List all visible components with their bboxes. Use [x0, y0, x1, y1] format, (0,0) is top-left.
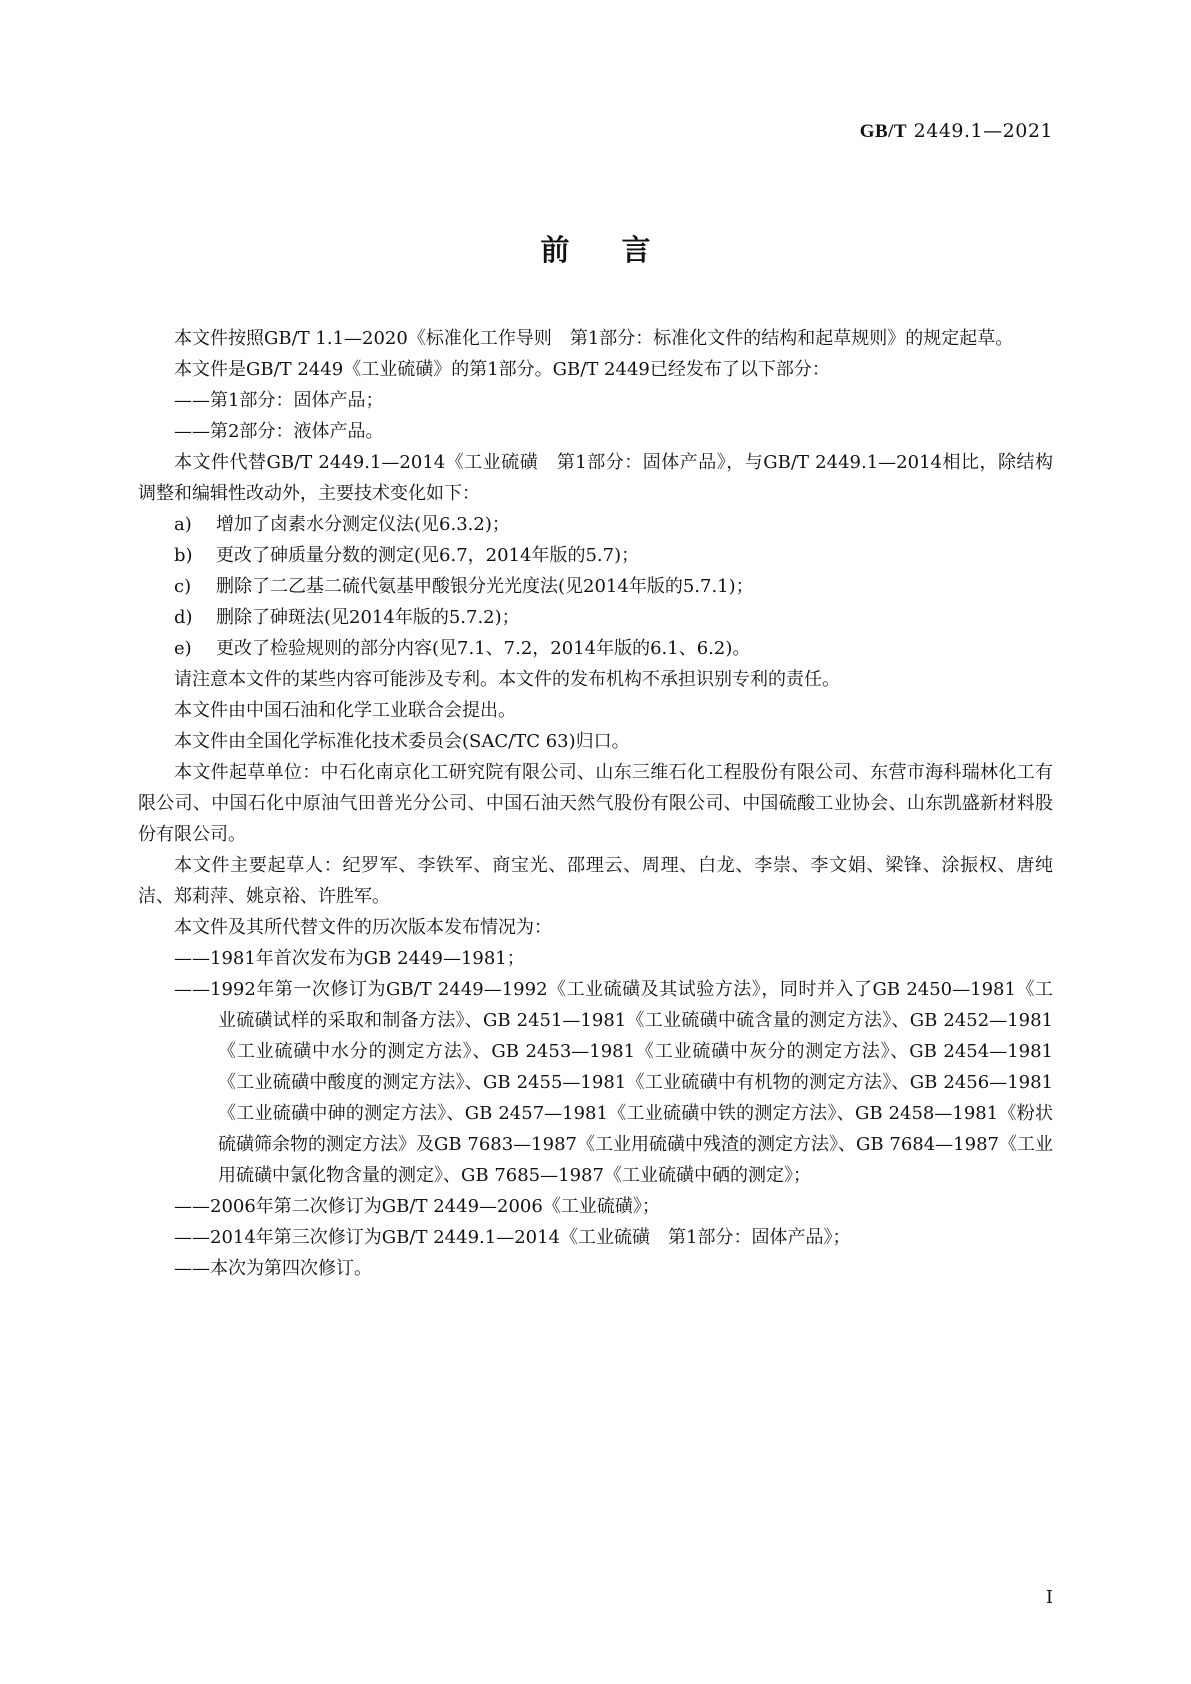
list-marker: d) [174, 607, 193, 628]
document-code-prefix: GB/T [859, 121, 908, 142]
foreword-body [138, 323, 1053, 1284]
list-item-text: 增加了卤素水分测定仪法(见6.3.2)； [216, 514, 510, 535]
list-marker: c) [174, 576, 192, 597]
paragraph-patent-notice: 请注意本文件的某些内容可能涉及专利。本文件的发布机构不承担识别专利的责任。 [174, 669, 840, 690]
paragraph-committee: 本文件由全国化学标准化技术委员会(SAC/TC 63)归口。 [174, 731, 630, 752]
part-list-item: ——第2部分：液体产品。 [174, 421, 384, 442]
list-item-text: 删除了二乙基二硫代氨基甲酸银分光光度法(见2014年版的5.7.1)； [216, 576, 754, 597]
history-list-item: ——1992年第一次修订为GB/T 2449—1992《工业硫磺及其试验方法》，同时并入了GB 2450—1981《工业硫磺试样的采取和制备方法》、GB 2451—1981《工业硫磺中硫含量的测定方法》、GB 2452—1981《工业硫磺中水分的测定方法》、GB 2453—1981《工业硫磺中灰分的测定方法》、GB 2454—1981《工业硫磺中酸度的测定方法》、GB 2455—1981《工业硫磺中有机物的测定方法》、GB 2456—1981《工业硫磺中砷的测定方法》、GB 2457—1981《工业硫磺中铁的测定方法》、GB 2458—1981《粉状硫磺筛余物的测定方法》及GB 7683—1987《工业用硫磺中残渣的测定方法》、GB 7684—1987《工业用硫磺中氯化物含量的测定》、GB 7685—1987《工业硫磺中硒的测定》； [174, 979, 1053, 1186]
list-marker: b) [174, 545, 193, 566]
history-list-item: ——本次为第四次修订。 [174, 1258, 372, 1279]
paragraph-drafters: 本文件主要起草人：纪罗军、李铁军、商宝光、邵理云、周理、白龙、李崇、李文娟、梁锋、涂振权、唐纯洁、郑莉萍、姚京裕、许胜军。 [138, 855, 1053, 907]
history-list-item: ——2006年第二次修订为GB/T 2449—2006《工业硫磺》； [174, 1196, 660, 1217]
part-list-item: ——第1部分：固体产品； [174, 390, 384, 411]
history-list-item: ——2014年第三次修订为GB/T 2449.1—2014《工业硫磺 第1部分：固体产品》； [174, 1227, 851, 1248]
paragraph-proposer: 本文件由中国石油和化学工业联合会提出。 [174, 700, 516, 721]
history-list-item: ——1981年首次发布为GB 2449—1981； [174, 948, 525, 969]
list-item-text: 删除了砷斑法(见2014年版的5.7.2)； [216, 607, 520, 628]
change-list-item [138, 633, 1053, 664]
list-item-text: 更改了砷质量分数的测定(见6.7，2014年版的5.7)； [216, 545, 640, 566]
paragraph-part-info: 本文件是GB/T 2449《工业硫磺》的第1部分。GB/T 2449已经发布了以下部分： [174, 359, 830, 380]
change-list-item [138, 540, 1053, 571]
change-list-item [138, 571, 1053, 602]
list-marker: a) [174, 514, 192, 535]
page-title: 前言 [540, 233, 703, 267]
list-marker: e) [174, 638, 192, 659]
paragraph-drafting-basis: 本文件按照GB/T 1.1—2020《标准化工作导则 第1部分：标准化文件的结构和起草规则》的规定起草。 [174, 328, 1014, 349]
change-list-item [138, 509, 1053, 540]
change-list-item [138, 602, 1053, 633]
document-code [860, 120, 1053, 143]
paragraph-history-intro: 本文件及其所代替文件的历次版本发布情况为： [174, 917, 552, 938]
list-item-text: 更改了检验规则的部分内容(见7.1、7.2，2014年版的6.1、6.2)。 [216, 638, 751, 659]
paragraph-replacement: 本文件代替GB/T 2449.1—2014《工业硫磺 第1部分：固体产品》，与GB/T 2449.1—2014相比，除结构调整和编辑性改动外，主要技术变化如下： [138, 452, 1053, 504]
page-number: I [1045, 1587, 1053, 1608]
paragraph-drafting-units: 本文件起草单位：中石化南京化工研究院有限公司、山东三维石化工程股份有限公司、东营市海科瑞林化工有限公司、中国石化中原油气田普光分公司、中国石油天然气股份有限公司、中国硫酸工业协会、山东凯盛新材料股份有限公司。 [138, 762, 1053, 845]
document-code-number: 2449.1—2021 [913, 120, 1053, 142]
